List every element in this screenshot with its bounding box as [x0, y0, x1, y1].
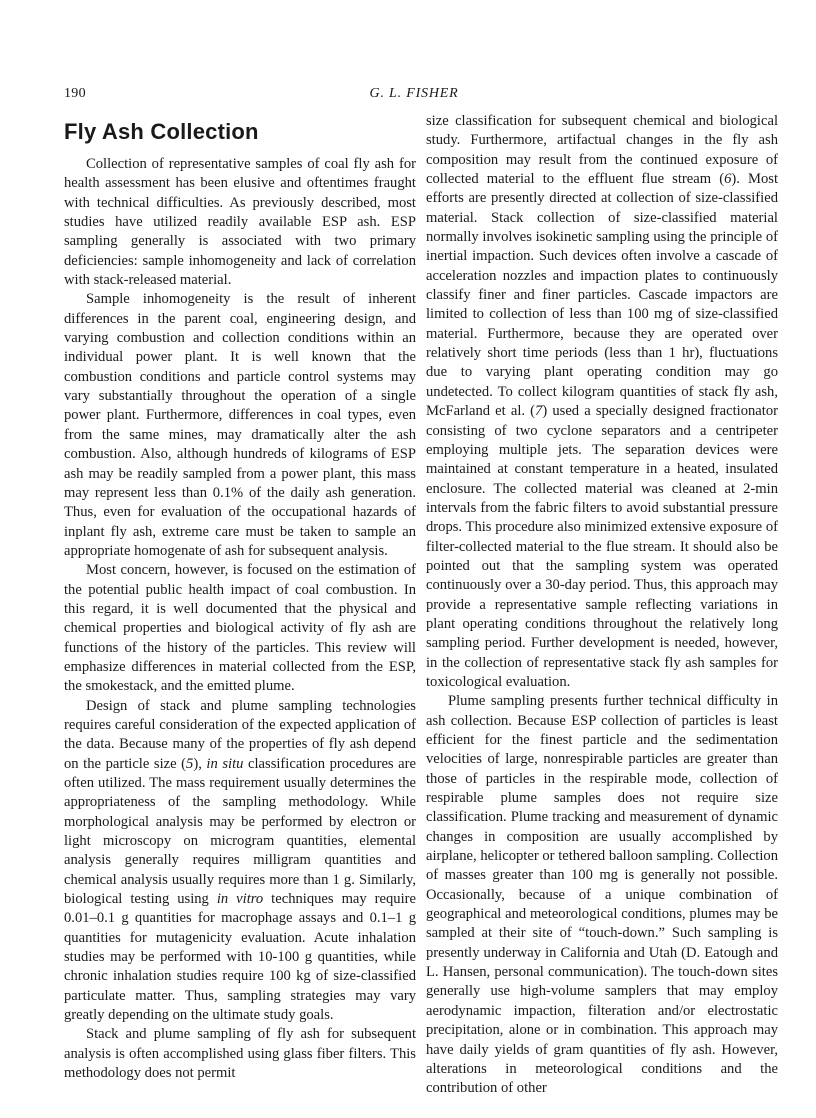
citation-ref: 6 — [724, 171, 732, 188]
paragraph: Collection of representative samples of coal fly ash for health assessment has been elusive and oftentimes fraught with technical difficulties. As previously described, most studies have utilized readily available ESP ash. ESP sampling generally is associated with two primary deficiencies: sample inhomogeneity and lack of correlation with stack-released material. — [64, 156, 416, 289]
paragraph: size classification for subsequent chemical and biological study. Furthermore, artifactual changes in the fly ash composition may result from the continued exposure of collected material to the effluent flue stream (6). Most efforts are presently directed at collection of size-classified material. Stack collection of size-classified material normally involves isokinetic sampling using the principle of inertial impaction. Such devices often involve a cascade of acceleration nozzles and impaction plates to continuously classify finer and finer particles. Cascade impactors are limited to collection of less than 100 mg of size-classified material. Furthermore, because they are operated over relatively short time periods (less than 1 hr), fluctuations due to varying plant operating condition may go undetected. To collect kilogram quantities of stack fly ash, McFarland et al. (7) used a specially designed fractionator consisting of two cyclone separators and a centripeter employing multiple jets. The separation devices were maintained at constant temperature in a heated, insulated enclosure. The collected material was cleaned at 2-min intervals from the fabric filters to avoid substantial pressure drops. This procedure also minimized extensive exposure of filter-collected material to the flue stream. It should also be pointed out that the sampling system was operated continuously over a 30-day period. Thus, this approach may provide a representative sample reflecting variations in plant operating conditions throughout the relatively long sampling period. Further development is needed, however, in the collection of representative stack fly ash samples for toxicological evaluation. — [426, 113, 778, 690]
right-column — [426, 112, 778, 1099]
citation-ref: 5 — [186, 755, 194, 772]
section-title: Fly Ash Collection — [64, 119, 259, 144]
left-column — [64, 112, 416, 1084]
italic-term: in vitro — [216, 891, 264, 908]
page-number: 190 — [64, 86, 86, 101]
paragraph: Sample inhomogeneity is the result of inherent differences in the parent coal, engineering design, and varying combustion and collection conditions within an individual power plant. It is well known that the combustion conditions and particle control systems may vary substantially throughout the operation of a single power plant. Furthermore, differences in coal types, even from the same mines, may dramatically alter the ash combustion. Also, although hundreds of kilograms of ESP ash may be readily sampled from a power plant, this mass may represent less than 0.1% of the daily ash generation. Thus, even for evaluation of the occupational hazards of inplant fly ash, extreme care must be taken to sample an appropriate homogenate of ash for subsequent analysis. — [64, 291, 416, 559]
paragraph: Design of stack and plume sampling technologies requires careful consideration of the expected application of the data. Because many of the properties of fly ash depend on the particle size (5), in situ classification procedures are often utilized. The mass requirement usually determines the appropriateness of the sampling methodology. While morphological analysis may be performed by electron or light microscopy on microgram quantities, elemental analysis generally requires milligram quantities and chemical analysis usually requires more than 1 g. Similarly, biological testing using in vitro techniques may require 0.01–0.1 g quantities for macrophage assays and 0.1–1 g quantities for mutagenicity evaluation. Acute inhalation studies may be performed with 10-100 g quantities, while chronic inhalation studies require 100 kg of size-classified particulate matter. Thus, sampling strategies may vary greatly depending on the ultimate study goals. — [64, 697, 416, 1024]
citation-ref: 7 — [535, 403, 543, 420]
paragraph: Most concern, however, is focused on the estimation of the potential public health impact of coal combustion. In this regard, it is well documented that the physical and chemical properties and biological activity of fly ash are functions of the history of the particles. This review will emphasize differences in material collected from the ESP, the smokestack, and the emitted plume. — [64, 562, 416, 695]
paragraph: Stack and plume sampling of fly ash for subsequent analysis is often accomplished using glass fiber filters. This methodology does not permit — [64, 1026, 416, 1082]
running-head-author: G. L. FISHER — [369, 86, 459, 101]
running-head — [64, 86, 764, 106]
italic-term: in situ — [206, 755, 244, 772]
paragraph: Plume sampling presents further technical difficulty in ash collection. Because ESP collection of particles is least efficient for the finest particle and the sedimentation velocities of large, nonrespirable particles are greater than those of particles in the respirable mode, collection of respirable plume samples does not require size classification. Plume tracking and measurement of dynamic changes in composition are usually accomplished by airplane, helicopter or tethered balloon sampling. Collection of masses greater than 100 mg is generally not possible. Occasionally, because of a unique combination of geographical and meteorological conditions, plumes may be sampled at their site of “touch-down.” Such sampling is presently underway in California and Utah (D. Eatough and L. Hansen, personal communication). The touch-down sites generally use high-volume samplers that may employ aerodynamic impaction, filteration and/or electrostatic precipitation, alone or in combination. This approach may have daily yields of gram quantities of fly ash. However, alterations in meteorological conditions and the contribution of other — [426, 693, 778, 1097]
